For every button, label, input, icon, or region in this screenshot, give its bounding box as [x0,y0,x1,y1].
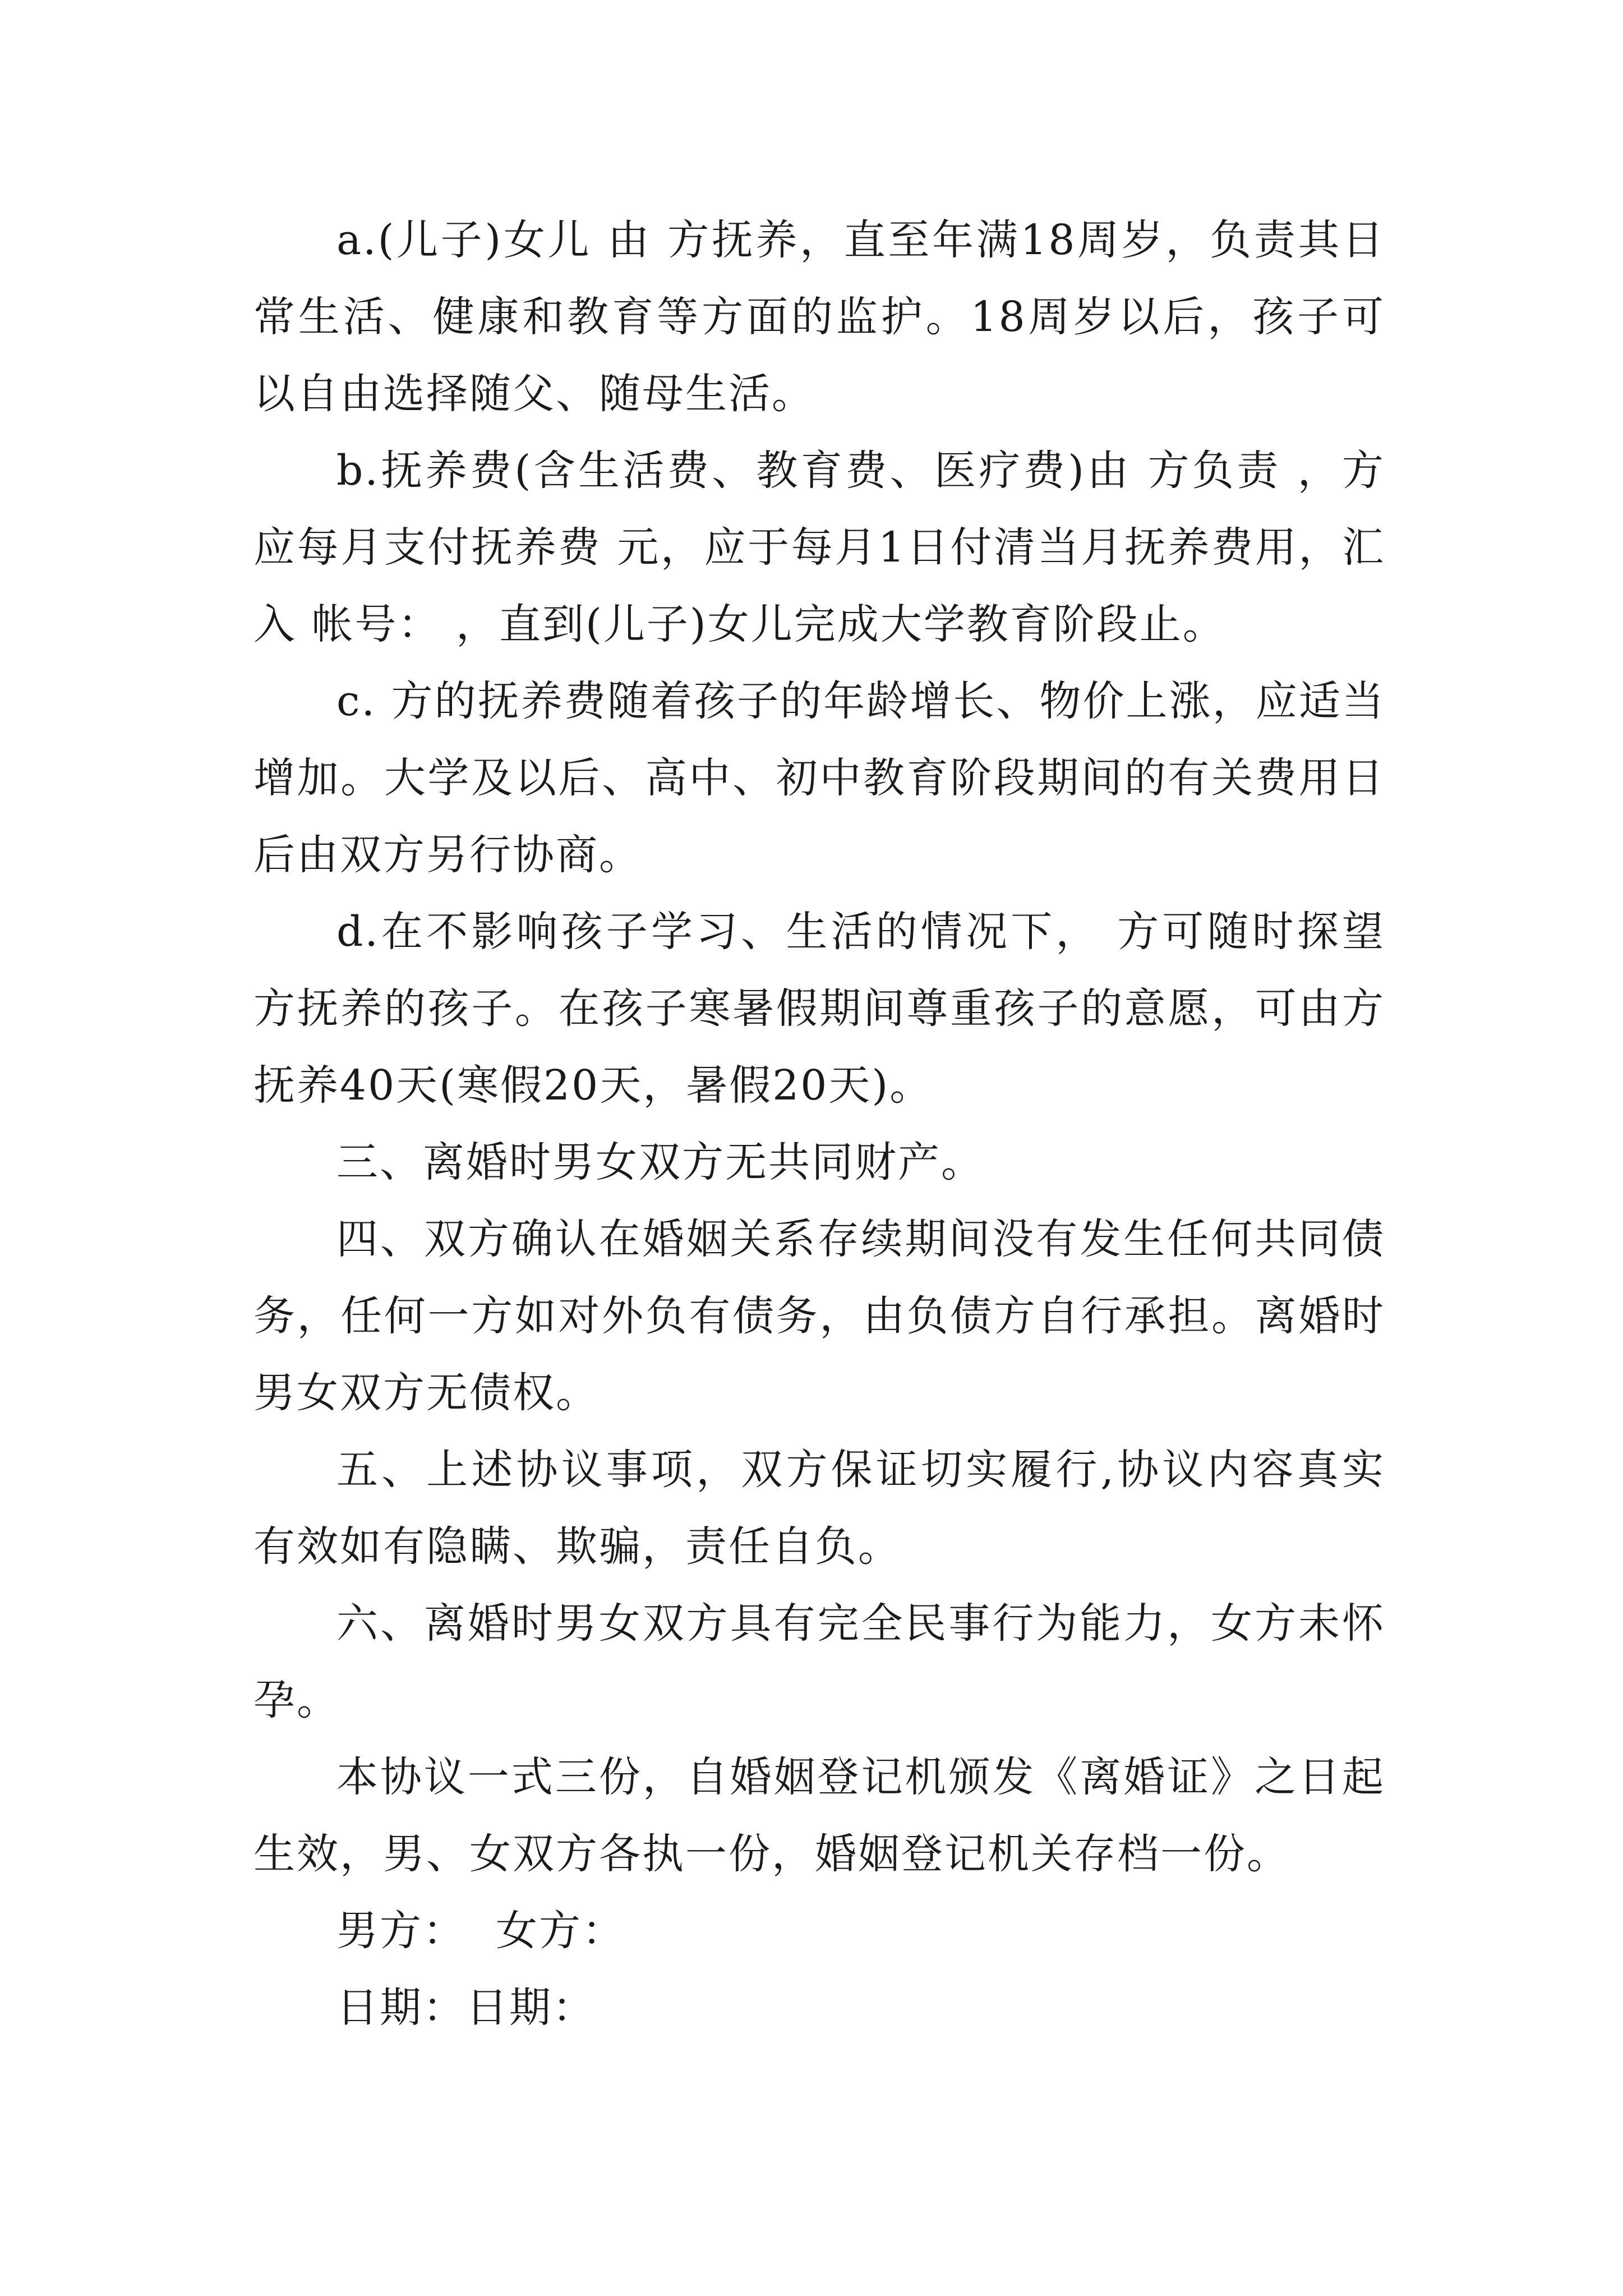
agreement-copies: 本协议一式三份，自婚姻登记机颁发《离婚证》之日起生效，男、女双方各执一份，婚姻登记机关存档一份。 [253,1753,1385,1878]
clause-b-support-payment: b.抚养费(含生活费、教育费、医疗费)由 方负责 ，方应每月支付抚养费 元，应于每月1日付清当月抚养费用，汇入 帐号： ，直到(儿子)女儿完成大学教育阶段止。 [253,447,1385,648]
clause-d-visitation: d.在不影响孩子学习、生活的情况下， 方可随时探望方抚养的孩子。在孩子寒暑假期间尊重孩子的意愿，可由方抚养40天(寒假20天，暑假20天)。 [253,908,1385,1110]
clause-3-property: 三、离婚时男女双方无共同财产。 [336,1138,984,1186]
clause-4-debts: 四、双方确认在婚姻关系存续期间没有发生任何共同债务，任何一方如对外负有债务，由负债方自行承担。离婚时男女双方无债权。 [253,1215,1385,1417]
clause-5-performance: 五、上述协议事项，双方保证切实履行,协议内容真实有效如有隐瞒、欺骗，责任自负。 [253,1446,1385,1571]
date-line: 日期：日期： [336,1984,596,2032]
signature-line: 男方： 女方： [336,1907,626,1955]
agreement-body [253,202,1385,2046]
clause-6-capacity: 六、离婚时男女双方具有完全民事行为能力，女方未怀孕。 [253,1599,1385,1724]
clause-a-custody: a.(儿子)女儿 由 方抚养，直至年满18周岁，负责其日常生活、健康和教育等方面的监护。18周岁以后，孩子可以自由选择随父、随母生活。 [253,216,1385,418]
clause-c-support-increase: c. 方的抚养费随着孩子的年龄增长、物价上涨，应适当增加。大学及以后、高中、初中教育阶段期间的有关费用日后由双方另行协商。 [253,677,1385,879]
